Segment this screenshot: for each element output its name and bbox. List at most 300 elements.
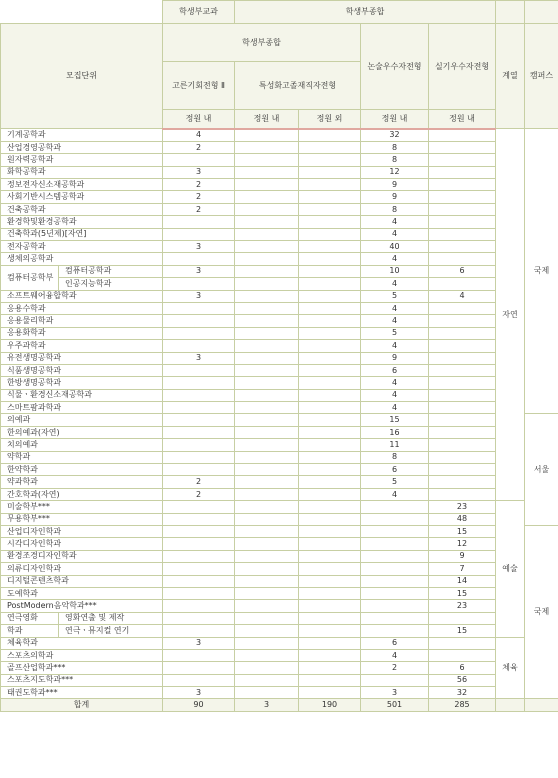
table-row [1,451,558,463]
quota-cell [429,166,496,178]
table-row [1,476,558,488]
quota-cell [429,426,496,438]
quota-cell [429,302,496,314]
quota-cell [429,352,496,364]
quota-cell [235,278,299,290]
quota-cell [299,154,361,166]
dept-name: 화학공학과 [1,166,163,178]
quota-cell [361,550,429,562]
quota-cell: 2 [163,191,235,203]
dept-name: 정보전자신소재공학과 [1,179,163,191]
header-field: 계열 [496,24,525,129]
quota-cell [235,426,299,438]
quota-cell [235,600,299,612]
dept-name: 태권도학과*** [1,687,163,699]
table-row [1,587,558,599]
dept-name: 소프트웨어융합학과 [1,290,163,302]
quota-cell [163,550,235,562]
quota-cell [299,377,361,389]
quota-cell: 7 [429,563,496,575]
quota-cell: 12 [361,166,429,178]
quota-cell [235,674,299,686]
quota-cell [163,563,235,575]
quota-cell [429,488,496,500]
quota-cell [299,451,361,463]
quota-cell: 48 [429,513,496,525]
quota-cell: 2 [361,662,429,674]
quota-cell [361,538,429,550]
quota-cell [235,302,299,314]
quota-cell [163,538,235,550]
quota-cell [299,402,361,414]
quota-cell [235,364,299,376]
quota-cell [429,228,496,240]
quota-cell [299,241,361,253]
dept-name: 인공지능학과 [59,278,163,290]
quota-cell [299,538,361,550]
quota-cell [361,501,429,513]
quota-cell [429,649,496,661]
quota-cell [163,340,235,352]
quota-cell: 3 [361,687,429,699]
dept-name: 연극ㆍ뮤지컬 연기 [59,625,163,637]
dept-name: 환경학및환경공학과 [1,216,163,228]
quota-cell: 6 [429,662,496,674]
dept-name: 건축공학과 [1,203,163,215]
quota-cell [361,575,429,587]
dept-name: 식품생명공학과 [1,364,163,376]
quota-cell [163,327,235,339]
quota-cell [163,154,235,166]
quota-cell [163,501,235,513]
quota-cell: 3 [163,241,235,253]
dept-name: 컴퓨터공학과 [59,265,163,277]
quota-cell [299,488,361,500]
quota-cell [299,526,361,538]
table-row [1,241,558,253]
quota-cell [429,129,496,142]
table-row [1,402,558,414]
quota-cell [235,216,299,228]
quota-cell [299,364,361,376]
quota-cell: 4 [361,377,429,389]
quota-cell [361,612,429,624]
quota-cell [235,402,299,414]
quota-cell [299,265,361,277]
table-row [1,352,558,364]
quota-cell [235,563,299,575]
quota-cell [163,377,235,389]
quota-cell: 9 [361,179,429,191]
quota-cell [163,600,235,612]
quota-cell [299,340,361,352]
quota-cell: 6 [361,464,429,476]
total-cell: 3 [235,699,299,711]
quota-cell [299,352,361,364]
dept-name: 간호학과(자연) [1,488,163,500]
quota-cell [429,439,496,451]
header-blank [1,1,163,24]
quota-cell: 6 [429,265,496,277]
quota-cell: 8 [361,451,429,463]
table-row [1,315,558,327]
quota-cell: 2 [163,488,235,500]
table-row [1,166,558,178]
quota-cell [361,674,429,686]
total-cell: 90 [163,699,235,711]
dept-name: 스포츠지도학과*** [1,674,163,686]
table-row [1,563,558,575]
quota-cell: 3 [163,637,235,649]
table-row [1,302,558,314]
table-row [1,141,558,153]
quota-cell [299,513,361,525]
quota-cell: 4 [429,290,496,302]
quota-cell [235,253,299,265]
quota-cell: 40 [361,241,429,253]
quota-cell: 2 [163,476,235,488]
dept-name: 유전생명공학과 [1,352,163,364]
quota-cell [429,179,496,191]
quota-cell: 9 [361,191,429,203]
dept-name: 기계공학과 [1,129,163,142]
quota-cell: 23 [429,501,496,513]
dept-name: 스마트팜과학과 [1,402,163,414]
quota-cell [235,166,299,178]
quota-cell: 4 [361,315,429,327]
quota-cell [299,290,361,302]
quota-cell [299,501,361,513]
quota-cell [235,315,299,327]
table-row [1,501,558,513]
table-row [1,575,558,587]
table-row [1,129,558,142]
dept-theatre-group: 연극영화 [1,612,59,624]
dept-name: 한방생명공학과 [1,377,163,389]
quota-cell: 2 [163,179,235,191]
quota-cell [235,191,299,203]
quota-cell [163,315,235,327]
quota-cell: 4 [361,649,429,661]
quota-cell [299,389,361,401]
table-row [1,600,558,612]
header-campus: 캠퍼스 [525,24,558,129]
dept-name: 한약학과 [1,464,163,476]
quota-cell [429,402,496,414]
quota-cell [163,414,235,426]
quota-cell [361,513,429,525]
field-cell: 자연 [496,129,525,501]
quota-cell [235,377,299,389]
header-jonghap: 학생부종합 [235,1,496,24]
quota-cell: 9 [429,550,496,562]
quota-cell [235,538,299,550]
quota-cell [299,575,361,587]
quota-cell: 3 [163,352,235,364]
dept-name: 디지털콘텐츠학과 [1,575,163,587]
quota-cell [299,253,361,265]
table-row [1,265,558,277]
dept-cs-group: 컴퓨터공학부 [1,265,59,290]
header-quota: 정원 외 [299,110,361,129]
quota-cell [429,612,496,624]
quota-cell: 4 [361,402,429,414]
quota-cell [235,228,299,240]
quota-cell [163,612,235,624]
dept-name: 약과학과 [1,476,163,488]
quota-cell [299,179,361,191]
table-row [1,464,558,476]
total-blank [525,699,558,711]
table-row [1,649,558,661]
quota-cell [163,526,235,538]
dept-name: 전자공학과 [1,241,163,253]
dept-name: 생체의공학과 [1,253,163,265]
quota-cell: 5 [361,476,429,488]
dept-name: 시각디자인학과 [1,538,163,550]
table-row [1,228,558,240]
quota-cell [235,526,299,538]
quota-cell [429,451,496,463]
quota-cell: 3 [163,265,235,277]
quota-cell [163,216,235,228]
quota-cell [235,414,299,426]
quota-cell [235,464,299,476]
quota-cell [235,327,299,339]
dept-name: 한의예과(자연) [1,426,163,438]
quota-cell [299,439,361,451]
quota-cell: 56 [429,674,496,686]
quota-cell [163,364,235,376]
header-hakjong: 학생부종합 [163,24,361,62]
quota-cell: 32 [361,129,429,142]
quota-cell: 2 [163,203,235,215]
quota-cell: 2 [163,141,235,153]
quota-cell [429,141,496,153]
header-quota: 정원 내 [361,110,429,129]
table-row [1,637,558,649]
quota-cell [235,513,299,525]
quota-cell [163,389,235,401]
quota-cell [163,278,235,290]
table-row [1,290,558,302]
quota-cell: 4 [361,278,429,290]
quota-cell [235,451,299,463]
dept-name: 우주과학과 [1,340,163,352]
quota-cell [299,327,361,339]
dept-name: 응용수학과 [1,302,163,314]
quota-cell [235,389,299,401]
quota-cell [163,439,235,451]
quota-cell [299,228,361,240]
header-track-goreun: 고른기회전형 Ⅱ [163,62,235,110]
quota-cell [299,278,361,290]
table-row [1,278,558,290]
quota-cell [299,203,361,215]
header-kyogwa: 학생부교과 [163,1,235,24]
quota-cell [429,327,496,339]
dept-name: 건축학과(5년제)[자연] [1,228,163,240]
quota-cell [361,526,429,538]
quota-cell [429,377,496,389]
table-row [1,191,558,203]
quota-cell: 11 [361,439,429,451]
quota-cell [235,550,299,562]
table-row [1,414,558,426]
header-track-teukseong: 특성화고졸재직자전형 [235,62,361,110]
quota-cell [235,501,299,513]
quota-cell: 6 [361,364,429,376]
quota-cell [163,625,235,637]
quota-cell [163,451,235,463]
table-row [1,340,558,352]
quota-cell [429,241,496,253]
quota-cell [299,563,361,575]
total-blank [496,699,525,711]
quota-cell [299,476,361,488]
quota-cell [299,612,361,624]
header-quota: 정원 내 [163,110,235,129]
dept-name: 약학과 [1,451,163,463]
quota-cell [299,625,361,637]
table-row [1,625,558,637]
table-row [1,216,558,228]
table-row [1,439,558,451]
quota-cell [299,166,361,178]
quota-cell [299,464,361,476]
quota-cell [235,575,299,587]
table-row [1,327,558,339]
table-row [1,154,558,166]
header-quota: 정원 내 [429,110,496,129]
quota-cell [235,179,299,191]
quota-cell [235,488,299,500]
quota-cell [235,649,299,661]
quota-cell [235,687,299,699]
quota-cell [299,414,361,426]
quota-cell [163,662,235,674]
quota-cell [429,253,496,265]
quota-cell [299,216,361,228]
table-body [1,129,558,712]
quota-cell [235,340,299,352]
quota-cell [163,587,235,599]
quota-cell [429,389,496,401]
quota-cell: 16 [361,426,429,438]
quota-cell [163,426,235,438]
quota-cell [299,587,361,599]
dept-name: 응용물리학과 [1,315,163,327]
quota-cell: 15 [429,625,496,637]
table-row [1,253,558,265]
table-row [1,426,558,438]
quota-cell [429,315,496,327]
campus-cell: 국제 [525,129,558,414]
quota-cell [299,191,361,203]
quota-cell: 12 [429,538,496,550]
dept-name: 체육학과 [1,637,163,649]
quota-cell: 4 [361,302,429,314]
quota-cell [299,302,361,314]
table-row [1,526,558,538]
dept-name: 환경조경디자인학과 [1,550,163,562]
quota-cell: 4 [361,216,429,228]
field-cell: 예술 [496,501,525,637]
total-cell: 501 [361,699,429,711]
quota-cell [163,302,235,314]
quota-cell [429,216,496,228]
quota-cell [429,464,496,476]
quota-cell: 6 [361,637,429,649]
quota-cell [235,587,299,599]
quota-cell [299,687,361,699]
quota-cell [299,129,361,142]
table-row [1,389,558,401]
quota-cell [429,637,496,649]
field-cell: 체육 [496,637,525,699]
table-row [1,662,558,674]
total-label: 합계 [1,699,163,711]
dept-name: 미술학부*** [1,501,163,513]
quota-cell [235,439,299,451]
dept-name: 사회기반시스템공학과 [1,191,163,203]
quota-cell [361,563,429,575]
quota-cell: 5 [361,327,429,339]
quota-cell [235,241,299,253]
quota-cell: 4 [361,228,429,240]
dept-name: 의류디자인학과 [1,563,163,575]
dept-name: 스포츠의학과 [1,649,163,661]
quota-cell [235,637,299,649]
header-track-silgi: 실기우수자전형 [429,24,496,110]
table-row [1,203,558,215]
dept-name: 영화연출 및 제작 [59,612,163,624]
quota-cell: 10 [361,265,429,277]
quota-cell [235,154,299,166]
quota-cell: 3 [163,687,235,699]
dept-name: 치의예과 [1,439,163,451]
quota-cell: 3 [163,290,235,302]
dept-name: 의예과 [1,414,163,426]
header-quota: 정원 내 [235,110,299,129]
dept-theatre-group: 학과 [1,625,59,637]
quota-cell: 8 [361,203,429,215]
dept-name: 응용화학과 [1,327,163,339]
quota-cell: 14 [429,575,496,587]
quota-cell [235,129,299,142]
table-row [1,674,558,686]
table-row [1,364,558,376]
quota-cell: 15 [429,526,496,538]
dept-name: PostModern음악학과*** [1,600,163,612]
quota-cell [429,203,496,215]
quota-cell: 8 [361,154,429,166]
total-cell: 285 [429,699,496,711]
quota-cell: 4 [361,389,429,401]
quota-cell [235,352,299,364]
quota-cell [429,414,496,426]
table-row [1,687,558,699]
table-row [1,538,558,550]
quota-cell: 8 [361,141,429,153]
quota-cell [429,154,496,166]
table-row [1,612,558,624]
quota-cell [299,315,361,327]
campus-cell: 국제 [525,526,558,699]
quota-cell [235,476,299,488]
quota-cell [361,587,429,599]
quota-cell: 15 [429,587,496,599]
